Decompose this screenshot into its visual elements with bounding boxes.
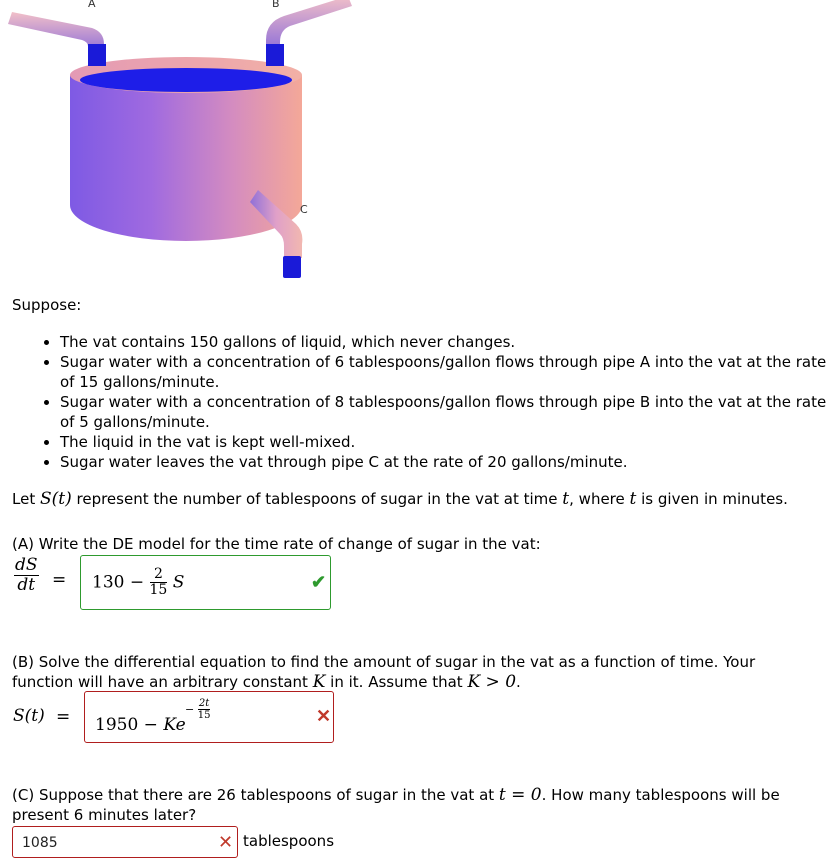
math-t: t [562, 489, 570, 509]
unit-label: tablespoons [243, 832, 335, 850]
facts-list [12, 332, 826, 472]
pipe-c-label: C [300, 203, 308, 216]
part-b-question: (B) Solve the differential equation to find the amount of sugar in the vat as a function of time. Your function will have an arbitrary constant K in it. Assume that K > 0. [12, 653, 756, 692]
list-item: • Sugar water with a concentration of 8 tablespoons/gallon flows through pipe B into the vat at the rate of 5 gallons/minute. [60, 392, 826, 432]
part-a-equals: = [52, 570, 67, 590]
part-c-answer-input[interactable]: 1085 ✕ [12, 826, 238, 858]
math-s-of-t: S(t) [39, 489, 72, 509]
check-icon: ✔ [311, 572, 327, 593]
part-a-lhs: $\frac{dS}{dt}$ [15, 555, 38, 595]
list-item: • The vat contains 150 gallons of liquid, which never changes. [60, 332, 826, 352]
pipe-b-label: B [272, 0, 280, 10]
definition-sentence: Let S(t) represent the number of tablespoons of sugar in the vat at time t, where t is given in minutes. [12, 489, 788, 509]
vat-diagram [0, 0, 370, 285]
part-b-lhs: S(t) [13, 706, 45, 726]
list-item: • The liquid in the vat is kept well-mixed. [60, 432, 826, 452]
pipe-a-outlet [88, 44, 106, 66]
x-icon: ✕ [218, 832, 234, 853]
list-item: • Sugar water with a concentration of 6 tablespoons/gallon flows through pipe A into the vat at the rate of 15 gallons/minute. [60, 352, 826, 392]
list-item: • Sugar water leaves the vat through pipe C at the rate of 20 gallons/minute. [60, 452, 826, 472]
pipe-c-outlet [283, 256, 301, 278]
part-c-question: (C) Suppose that there are 26 tablespoons of sugar in the vat at t = 0. How many tablespoons will be present 6 minutes later? [12, 785, 780, 824]
pipe-b-outlet [266, 44, 284, 66]
part-b-exponent: − $\frac{2t}{15}$ [185, 698, 211, 721]
pipe-a-label: A [88, 0, 96, 10]
part-b-equals: = [56, 707, 71, 727]
vat-liquid [80, 68, 292, 92]
part-a-answer-box[interactable]: 130 − $\frac{2}{15}$ S ✔ [80, 555, 331, 610]
math-t: t [629, 489, 637, 509]
part-a-question: (A) Write the DE model for the time rate of change of sugar in the vat: [12, 535, 541, 553]
part-b-answer-box[interactable]: 1950 − Ke − $\frac{2t}{15}$ ✕ [84, 691, 334, 743]
x-icon: ✕ [316, 706, 332, 727]
suppose-label: Suppose: [12, 296, 82, 314]
